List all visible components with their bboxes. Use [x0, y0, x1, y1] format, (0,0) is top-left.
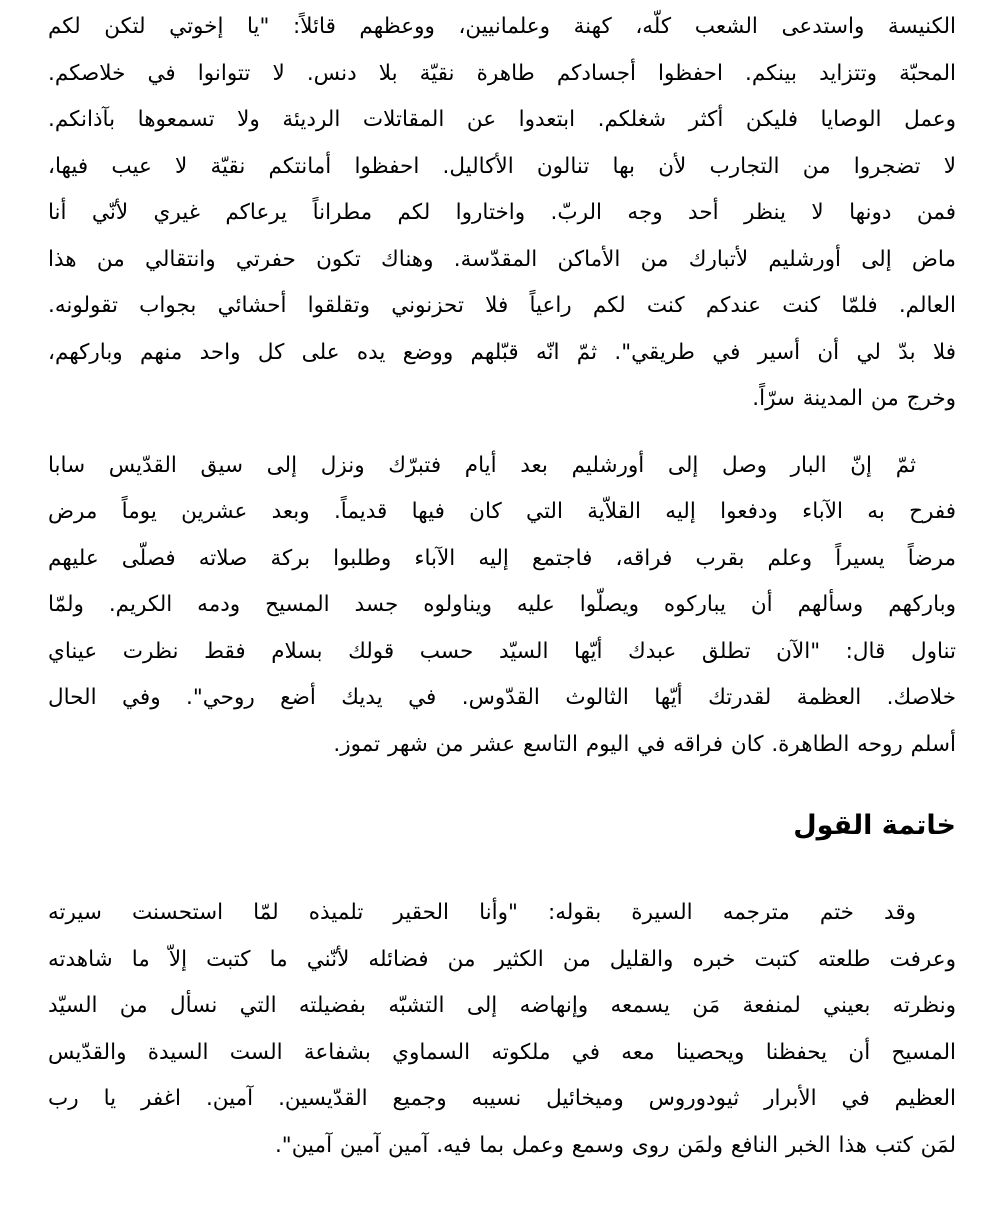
text-line: خلاصك. العظمة لقدرتك أيّها الثالوث القدّوس. في يديك أضع روحي". وفي الحال — [48, 685, 956, 710]
text-line: وقد ختم مترجمه السيرة بقوله: "وأنا الحقير تلميذه لمّا استحسنت سيرته — [48, 900, 916, 925]
document-page — [48, 4, 956, 1169]
paragraph-death-in-jerusalem — [48, 443, 956, 769]
text-line: ماض إلى أورشليم لأتبارك من الأماكن المقدّسة. وهناك تكون حفرتي وانتقالي من هذا — [48, 246, 956, 272]
text-line: وعرفت طلعته كتبت خبره والقليل من الكثير من فضائله لأنّني ما كتبت إلاّ ما شاهدته — [48, 946, 956, 972]
text-line: فمن دونها لا ينظر أحد وجه الربّ. واختاروا لكم مطراناً يرعاكم غيري لأنّي أنا — [48, 200, 956, 225]
text-line: لمَن كتب هذا الخبر النافع ولمَن روى وسمع وعمل بما فيه. آمين آمين آمين". — [274, 1132, 956, 1158]
text-line: الكنيسة واستدعى الشعب كلّه، كهنة وعلمانيين، ووعظهم قائلاً: "يا إخوتي لتكن لكم — [48, 14, 956, 39]
text-line: فلا بدّ لي أن أسير في طريقي". ثمّ انّه قبّلهم ووضع يده على كل واحد منهم وباركهم، — [48, 339, 956, 365]
text-line: لا تضجروا من التجارب لأن بها تنالون الأكاليل. احفظوا أمانتكم نقيّة لا عيب فيها، — [48, 153, 956, 179]
text-line: ونظرته بعيني لمنفعة مَن يسمعه وإنهاضه إلى التشبّه بفضيلته التي نسأل من السيّد — [48, 993, 956, 1018]
section-heading: خاتمة القول — [793, 810, 956, 841]
text-line: المحبّة وتتزايد بينكم. احفظوا أجسادكم طاهرة نقيّة بلا دنس. لا تتوانوا في خلاصكم. — [48, 60, 956, 86]
text-line: العظيم في الأبرار ثيودوروس وميخائيل نسيبه وجميع القدّيسين. آمين. اغفر يا رب — [48, 1086, 956, 1111]
text-line: وعمل الوصايا فليكن أكثر شغلكم. ابتعدوا عن المقاتلات الرديئة ولا تسمعوها بآذانكم. — [48, 107, 956, 132]
text-line: مرضاً يسيراً وعلم بقرب فراقه، فاجتمع إليه الآباء وطلبوا بركة صلاته فصلّى عليهم — [48, 545, 956, 571]
text-line: أسلم روحه الطاهرة. كان فراقه في اليوم التاسع عشر من شهر تموز. — [333, 731, 956, 757]
text-line: ثمّ إنّ البار وصل إلى أورشليم بعد أيام فتبرّك ونزل إلى سيق القدّيس سابا — [48, 452, 916, 478]
text-line: وباركهم وسألهم أن يباركوه ويصلّوا عليه ويناولوه جسد المسيح ودمه الكريم. ولمّا — [48, 592, 956, 617]
paragraph-farewell-sermon — [48, 4, 956, 423]
text-line: ففرح به الآباء ودفعوا إليه القلاّية التي كان فيها قديماً. وبعد عشرين يوماً مرض — [48, 499, 956, 524]
paragraph-conclusion — [48, 890, 956, 1169]
text-line: وخرج من المدينة سرّاً. — [752, 386, 956, 411]
text-line: العالم. فلمّا كنت عندكم كنت لكم راعياً فلا تحزنوني وتقلقوا أحشائي بجواب تقولونه. — [48, 293, 956, 318]
text-line: تناول قال: "الآن تطلق عبدك أيّها السيّد حسب قولك بسلام فقط نظرت عيناي — [48, 638, 956, 664]
text-line: المسيح أن يحفظنا ويحصينا معه في ملكوته السماوي بشفاعة الست السيدة والقدّيس — [48, 1039, 956, 1065]
